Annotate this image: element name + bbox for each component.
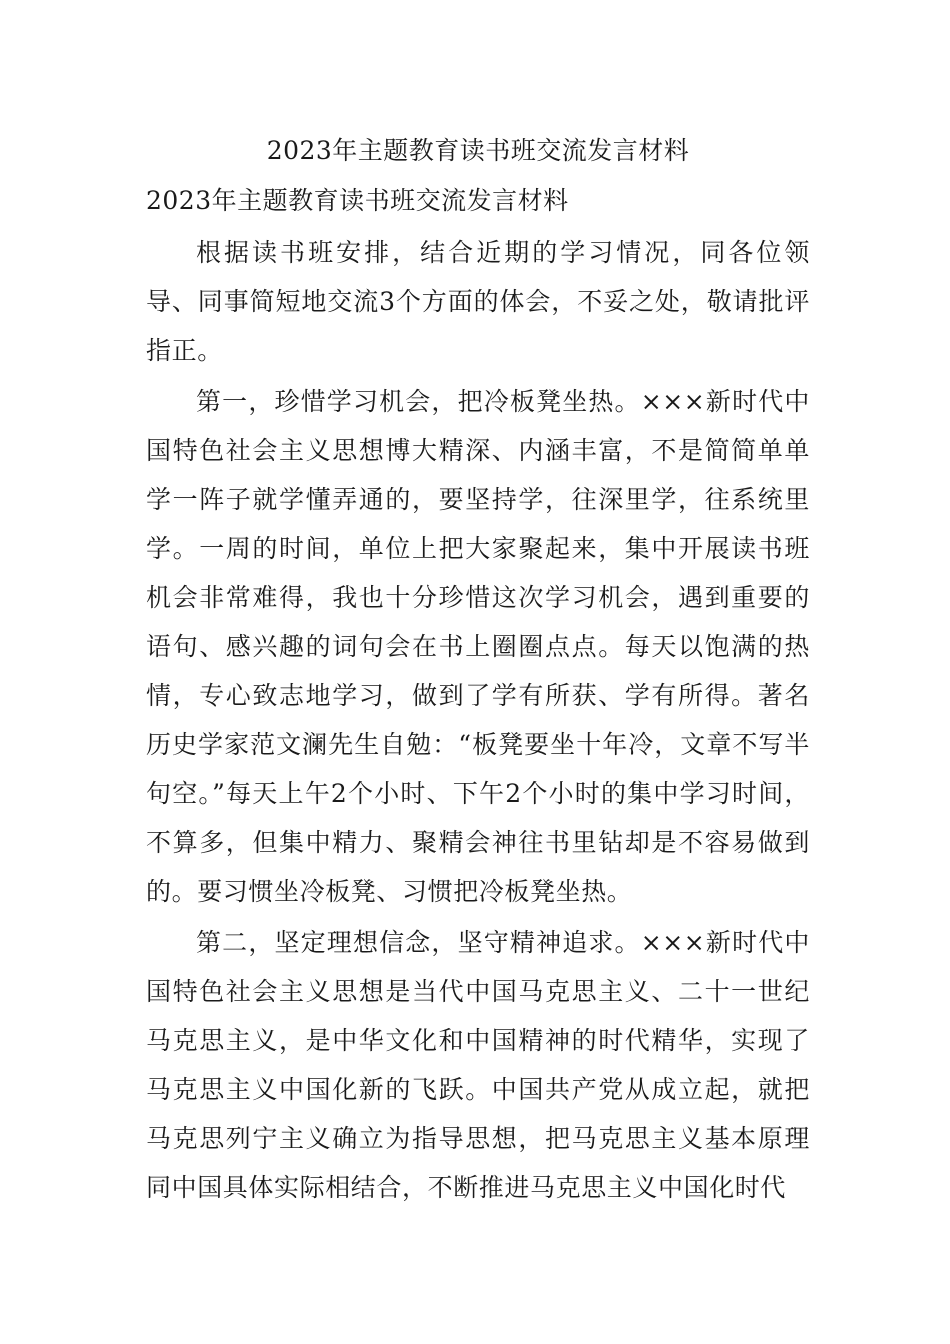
paragraph-intro: 根据读书班安排，结合近期的学习情况，同各位领导、同事简短地交流3个方面的体会，不妥之处，敬请批评指正。: [146, 238, 810, 365]
paragraph-second-point: 第二，坚定理想信念，坚守精神追求。×××新时代中国特色社会主义思想是当代中国马克思主义、二十一世纪马克思主义，是中华文化和中国精神的时代精华，实现了马克思主义中国化新的飞跃。中国共产党从成立起，就把马克思列宁主义确立为指导思想，把马克思主义基本原理同中国具体实际相结合，不断推进马克思主义中国化时代: [146, 928, 810, 1202]
paragraph-first-point: 第一，珍惜学习机会，把冷板凳坐热。×××新时代中国特色社会主义思想博大精深、内涵丰富，不是简简单单学一阵子就学懂弄通的，要坚持学，往深里学，往系统里学。一周的时间，单位上把大家聚起来，集中开展读书班机会非常难得，我也十分珍惜这次学习机会，遇到重要的语句、感兴趣的词句会在书上圈圈点点。每天以饱满的热情，专心致志地学习，做到了学有所获、学有所得。著名历史学家范文澜先生自勉：“板凳要坐十年冷，文章不写半句空。”每天上午2个小时、下午2个小时的集中学习时间，不算多，但集中精力、聚精会神往书里钻却是不容易做到的。要习惯坐冷板凳、习惯把冷板凳坐热。: [146, 387, 810, 906]
document-subtitle: 2023年主题教育读书班交流发言材料: [146, 186, 569, 215]
document-title: 2023年主题教育读书班交流发言材料: [266, 136, 690, 165]
document-body: [146, 126, 810, 1212]
